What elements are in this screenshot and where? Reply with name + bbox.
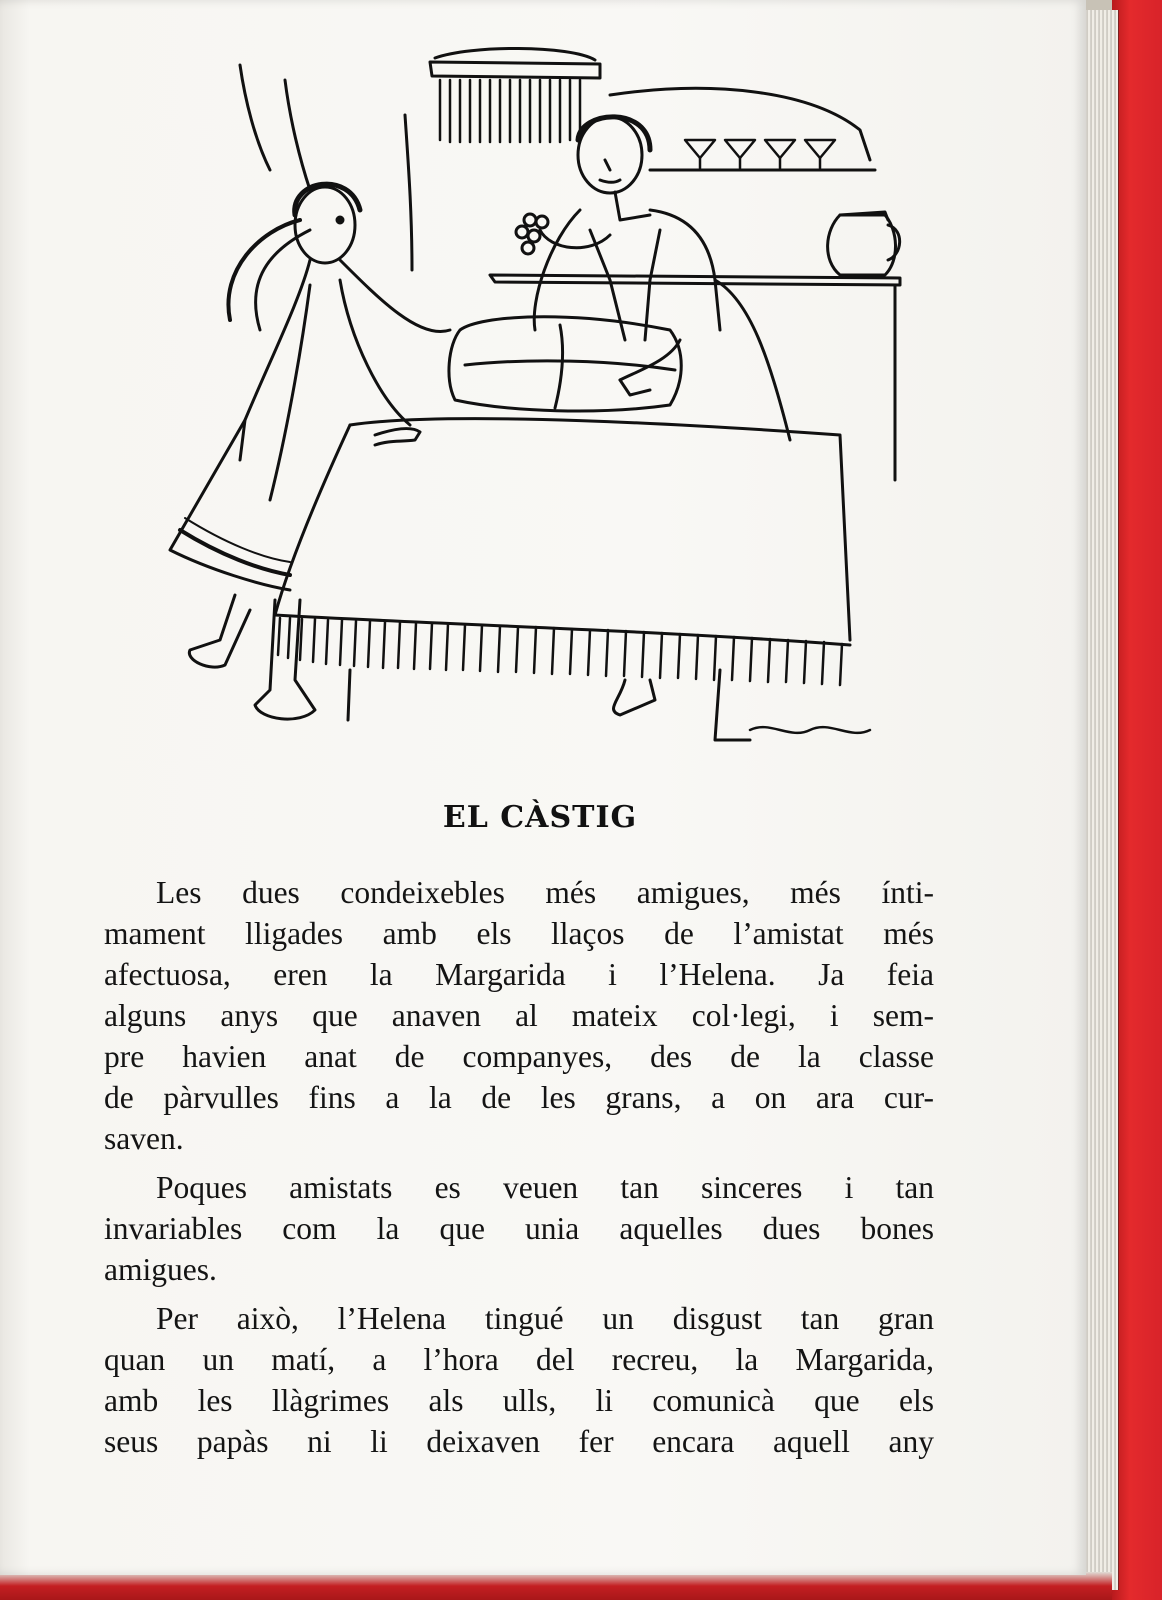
text-line: mament lligades amb els llaços de l’amistat més <box>104 916 934 951</box>
text-line: de pàrvulles fins a la de les grans, a on ara cur- <box>104 1080 934 1115</box>
text-line: saven. <box>104 1121 184 1156</box>
text-line: Les dues condeixebles més amigues, més ínti- <box>156 875 934 910</box>
text-line: afectuosa, eren la Margarida i l’Helena. Ja feia <box>104 957 934 992</box>
text-line: invariables com la que unia aquelles dues bones <box>104 1211 934 1246</box>
book-cover-edge <box>1112 0 1162 1600</box>
text-line: pre havien anat de companyes, des de la classe <box>104 1039 934 1074</box>
illustration-girl-and-maid <box>150 40 910 760</box>
text-line: seus papàs ni li deixaven fer encara aquell any <box>104 1424 934 1459</box>
text-line: alguns anys que anaven al mateix col·legi, i sem- <box>104 998 934 1033</box>
text-line: quan un matí, a l’hora del recreu, la Margarida, <box>104 1342 934 1377</box>
paragraph-2 <box>104 1167 934 1290</box>
book-bottom-edge <box>0 1572 1112 1600</box>
text-line: Per això, l’Helena tingué un disgust tan gran <box>156 1301 934 1336</box>
chapter-title: EL CÀSTIG <box>442 800 638 835</box>
text-line: amb les llàgrimes als ulls, li comunicà que els <box>104 1383 934 1418</box>
paragraph-3 <box>104 1298 934 1462</box>
text-line: Poques amistats es veuen tan sinceres i tan <box>156 1170 934 1205</box>
paragraph-1 <box>104 872 934 1159</box>
body-text <box>104 872 934 1470</box>
text-line: amigues. <box>104 1252 217 1287</box>
